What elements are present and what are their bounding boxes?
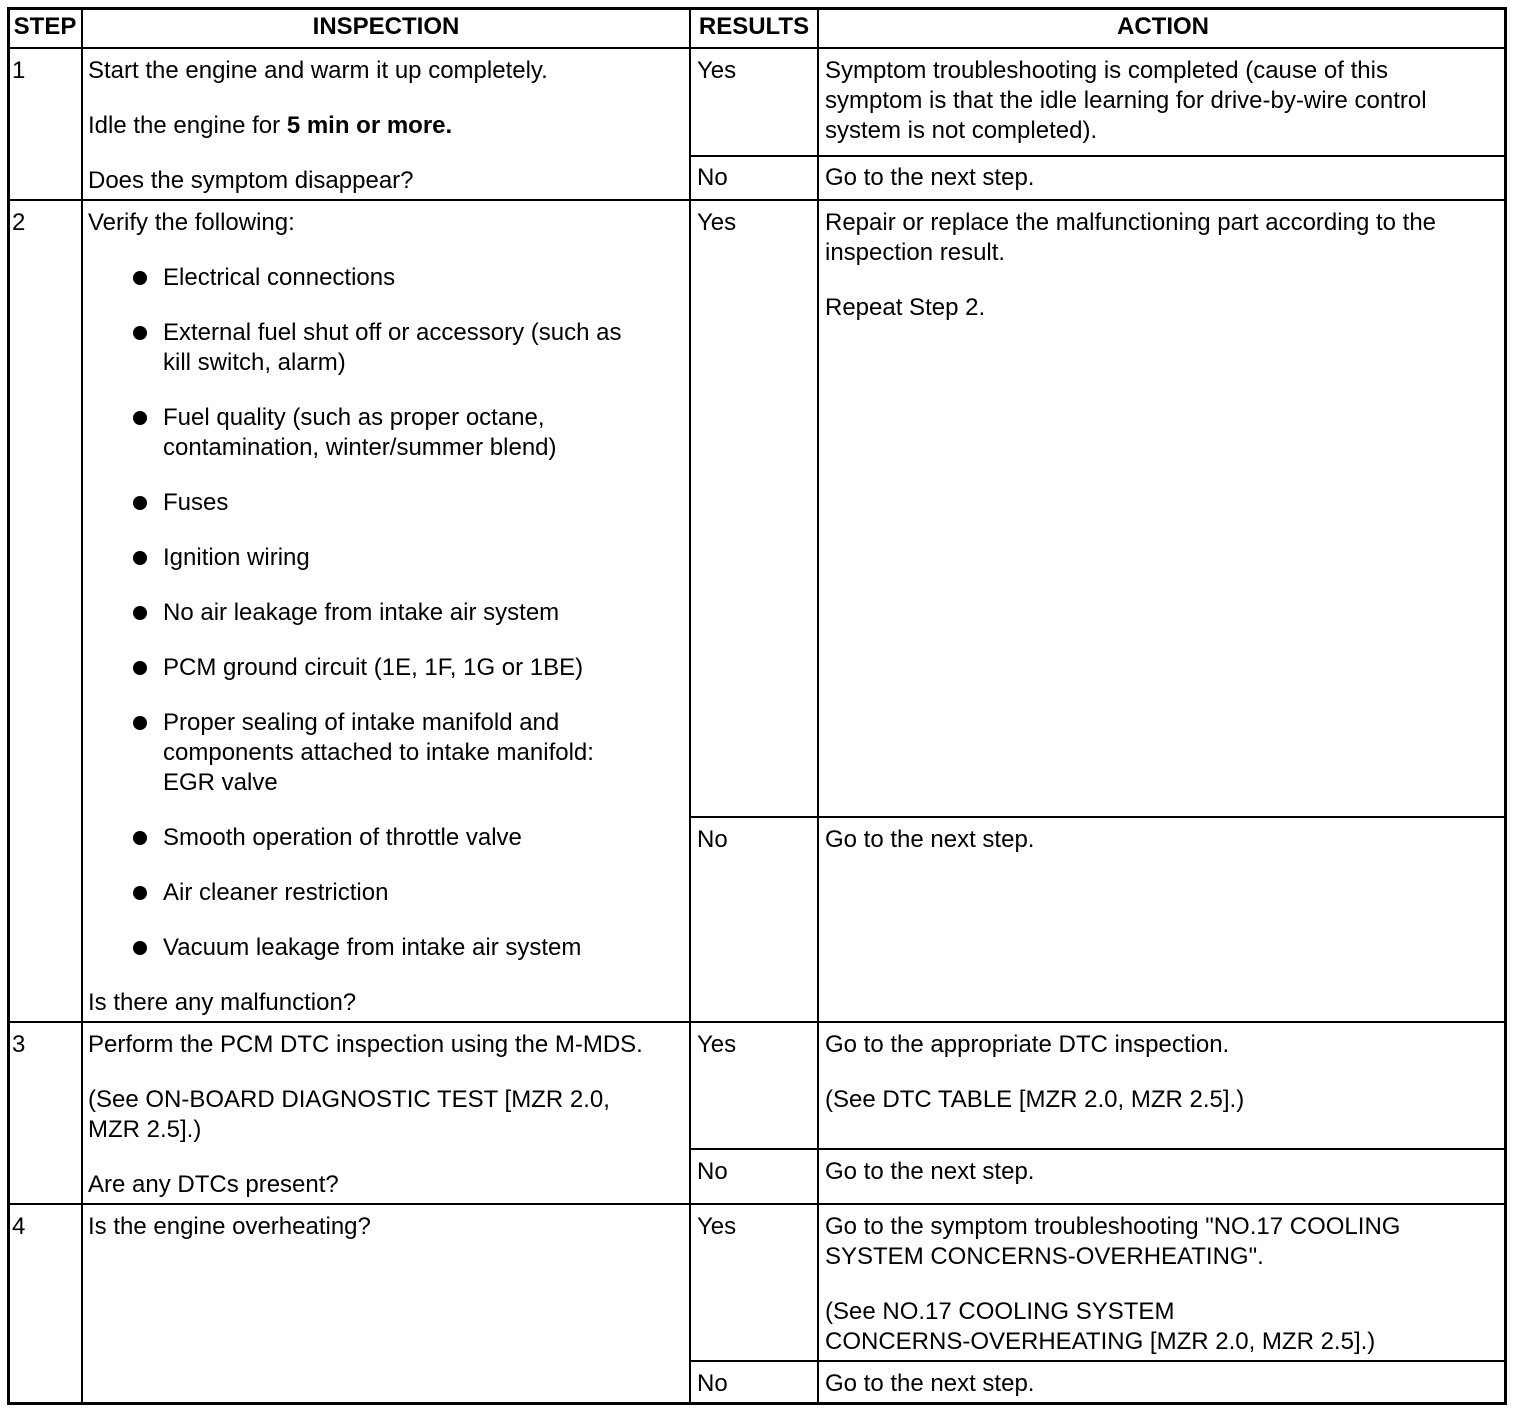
bullet-icon bbox=[133, 326, 147, 340]
checklist-item: Fuel quality (such as proper octane, bbox=[163, 404, 545, 431]
inspection-text: Verify the following: bbox=[88, 209, 295, 236]
action-text: Go to the symptom troubleshooting "NO.17 COOLING bbox=[825, 1213, 1401, 1240]
inspection-question: Does the symptom disappear? bbox=[88, 167, 414, 194]
action-text: Go to the appropriate DTC inspection. bbox=[825, 1031, 1230, 1058]
header-inspection: INSPECTION bbox=[312, 13, 460, 40]
checklist-item: components attached to intake manifold: bbox=[163, 739, 594, 766]
inspection-question: Is there any malfunction? bbox=[88, 989, 357, 1016]
header-results: RESULTS bbox=[698, 13, 810, 40]
checklist-item: Electrical connections bbox=[163, 264, 396, 291]
subrow-divider bbox=[689, 1360, 1507, 1362]
action-text: symptom is that the idle learning for drive-by-wire control bbox=[825, 87, 1427, 114]
checklist-item: Vacuum leakage from intake air system bbox=[163, 934, 582, 961]
bullet-icon bbox=[133, 496, 147, 510]
inspection-text: Start the engine and warm it up completely. bbox=[88, 57, 548, 84]
checklist-item: Air cleaner restriction bbox=[163, 879, 389, 906]
subrow-divider bbox=[689, 155, 1507, 157]
result-yes: Yes bbox=[697, 1213, 737, 1240]
bullet-icon bbox=[133, 941, 147, 955]
action-text: system is not completed). bbox=[825, 117, 1098, 144]
result-no: No bbox=[697, 826, 728, 853]
checklist-item: contamination, winter/summer blend) bbox=[163, 434, 557, 461]
action-text: Go to the next step. bbox=[825, 164, 1035, 191]
bullet-icon bbox=[133, 716, 147, 730]
result-yes: Yes bbox=[697, 1031, 737, 1058]
step-number: 3 bbox=[12, 1031, 26, 1058]
bullet-icon bbox=[133, 661, 147, 675]
result-no: No bbox=[697, 1158, 728, 1185]
row-divider bbox=[7, 1203, 1507, 1205]
inspection-reference: (See ON-BOARD DIAGNOSTIC TEST [MZR 2.0, bbox=[88, 1086, 610, 1113]
header-action: ACTION bbox=[1117, 13, 1209, 40]
checklist-item: PCM ground circuit (1E, 1F, 1G or 1BE) bbox=[163, 654, 584, 681]
row-divider bbox=[7, 47, 1507, 49]
checklist-item: Smooth operation of throttle valve bbox=[163, 824, 522, 851]
col-divider bbox=[817, 7, 819, 1405]
action-text: Repeat Step 2. bbox=[825, 294, 986, 321]
inspection-text: Perform the PCM DTC inspection using the M-MDS. bbox=[88, 1031, 643, 1058]
action-reference: CONCERNS-OVERHEATING [MZR 2.0, MZR 2.5].) bbox=[825, 1328, 1376, 1355]
result-yes: Yes bbox=[697, 57, 737, 84]
step-number: 4 bbox=[12, 1213, 26, 1240]
inspection-reference: MZR 2.5].) bbox=[88, 1116, 202, 1143]
action-text: SYSTEM CONCERNS-OVERHEATING". bbox=[825, 1243, 1264, 1270]
action-text: Repair or replace the malfunctioning part according to the bbox=[825, 209, 1437, 236]
checklist-item: EGR valve bbox=[163, 769, 278, 796]
checklist-item: External fuel shut off or accessory (such as bbox=[163, 319, 622, 346]
action-text: Go to the next step. bbox=[825, 1370, 1035, 1397]
action-text: Symptom troubleshooting is completed (cause of this bbox=[825, 57, 1388, 84]
result-no: No bbox=[697, 1370, 728, 1397]
bullet-icon bbox=[133, 551, 147, 565]
inspection-text-plain: Idle the engine for bbox=[88, 112, 287, 139]
bullet-icon bbox=[133, 831, 147, 845]
inspection-text bbox=[88, 111, 452, 141]
col-divider bbox=[81, 7, 83, 1405]
bullet-icon bbox=[133, 411, 147, 425]
step-number: 1 bbox=[12, 57, 26, 84]
action-text: inspection result. bbox=[825, 239, 1006, 266]
action-reference: (See DTC TABLE [MZR 2.0, MZR 2.5].) bbox=[825, 1086, 1245, 1113]
bullet-icon bbox=[133, 886, 147, 900]
col-divider bbox=[689, 7, 691, 1405]
action-text: Go to the next step. bbox=[825, 1158, 1035, 1185]
checklist-item: kill switch, alarm) bbox=[163, 349, 346, 376]
result-yes: Yes bbox=[697, 209, 737, 236]
checklist-item: Fuses bbox=[163, 489, 229, 516]
result-no: No bbox=[697, 164, 728, 191]
inspection-text-bold: 5 min or more. bbox=[286, 112, 453, 139]
step-number: 2 bbox=[12, 209, 26, 236]
checklist-item: Ignition wiring bbox=[163, 544, 310, 571]
bullet-icon bbox=[133, 606, 147, 620]
row-divider bbox=[7, 1021, 1507, 1023]
subrow-divider bbox=[689, 816, 1507, 818]
subrow-divider bbox=[689, 1148, 1507, 1150]
row-divider bbox=[7, 199, 1507, 201]
inspection-question: Are any DTCs present? bbox=[88, 1171, 339, 1198]
checklist-item: No air leakage from intake air system bbox=[163, 599, 560, 626]
checklist-item: Proper sealing of intake manifold and bbox=[163, 709, 560, 736]
bullet-icon bbox=[133, 271, 147, 285]
action-reference: (See NO.17 COOLING SYSTEM bbox=[825, 1298, 1175, 1325]
header-step: STEP bbox=[13, 13, 77, 40]
inspection-question: Is the engine overheating? bbox=[88, 1213, 371, 1240]
action-text: Go to the next step. bbox=[825, 826, 1035, 853]
